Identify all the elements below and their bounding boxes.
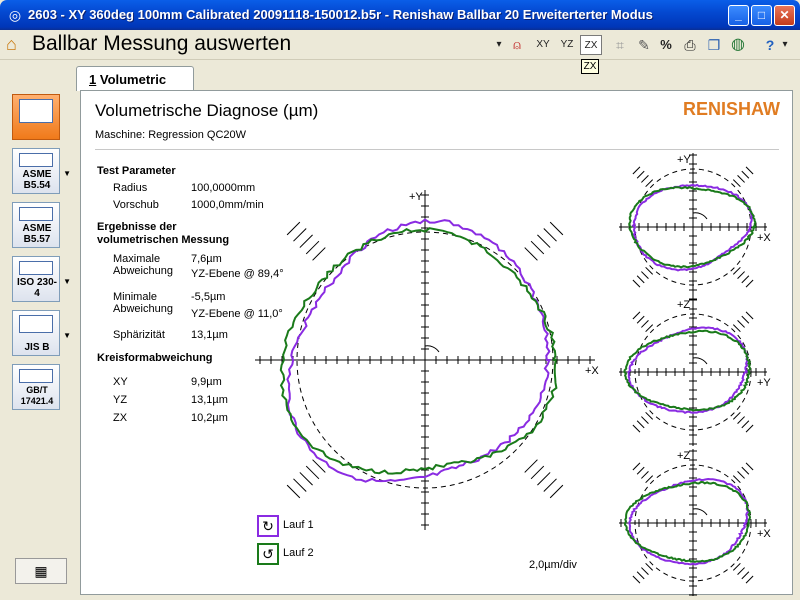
hatch-mark (641, 417, 648, 424)
hatch-mark (306, 466, 319, 479)
hatch-mark (550, 222, 563, 235)
hatch-mark (544, 479, 557, 492)
plane-zx-button[interactable]: ZX (580, 35, 602, 55)
hatch-mark (738, 568, 745, 575)
hatch-mark (746, 280, 753, 287)
sidebar-iso-230-4-button[interactable] (12, 256, 71, 302)
hatch-mark (637, 572, 644, 579)
tooltip: ZX (581, 59, 599, 74)
tab-volumetric[interactable] (76, 66, 194, 91)
chart-icon (19, 153, 53, 167)
hatch-mark (738, 272, 745, 279)
circularity-heading: Kreisformabweichung (97, 352, 213, 364)
hatch-mark (738, 175, 745, 182)
min-label-2: Abweichung (113, 303, 173, 315)
results-heading-1: Ergebnisse der (97, 221, 177, 233)
max-label-2: Abweichung (113, 265, 173, 277)
pen-icon[interactable]: ✎ (638, 37, 650, 53)
hatch-mark (537, 472, 550, 485)
sidebar-asme-b554-button[interactable] (12, 148, 71, 194)
tab-row (0, 60, 800, 90)
sidebar-item-label: ASME B5.54 (22, 169, 52, 191)
min-value: -5,5µm (191, 291, 226, 303)
hatch-mark (306, 241, 319, 254)
circ-yz-value: 13,1µm (191, 394, 228, 406)
hatch-mark (633, 576, 640, 583)
machine-name: Maschine: Regression QC20W (95, 129, 247, 141)
axis-label-vertical: +Y (409, 191, 423, 203)
hatch-mark (641, 471, 648, 478)
plane-yz-button[interactable]: YZ (560, 39, 574, 50)
hatch-mark (746, 425, 753, 432)
hatch-mark (742, 572, 749, 579)
axis-label-horizontal: +X (585, 365, 599, 377)
run1-label: Lauf 1 (283, 519, 314, 531)
hatch-mark (641, 175, 648, 182)
percent-icon[interactable]: % (660, 37, 672, 52)
report-title: Volumetrische Diagnose (µm) (95, 101, 319, 120)
circ-zx-value: 10,2µm (191, 412, 228, 424)
sidebar-asme-b557-button[interactable] (12, 202, 60, 248)
hatch-mark (300, 235, 313, 248)
grid-icon[interactable]: ⌗ (616, 37, 624, 53)
hatch-mark (742, 316, 749, 323)
run2-icon: ↺ (257, 543, 279, 565)
dropdown-arrow-icon[interactable]: ▼ (63, 331, 71, 340)
min-plane: YZ-Ebene @ 11,0° (191, 308, 283, 320)
hatch-mark (637, 171, 644, 178)
hatch-mark (531, 466, 544, 479)
hatch-mark (633, 167, 640, 174)
hatch-mark (742, 467, 749, 474)
help-dropdown-icon[interactable]: ▾ (782, 39, 788, 50)
sidebar-volumetric-button[interactable] (12, 94, 60, 140)
hatch-mark (293, 479, 306, 492)
hatch-mark (637, 316, 644, 323)
dropdown-arrow-icon[interactable]: ▼ (63, 169, 71, 178)
trace-run1 (287, 220, 549, 482)
hatch-mark (742, 276, 749, 283)
circ-xy-label: XY (113, 376, 128, 388)
minimize-button[interactable]: _ (728, 5, 749, 26)
copy-icon[interactable]: ❐ (707, 37, 721, 53)
axis-label-horizontal: +X (757, 528, 771, 540)
chart-icon (19, 261, 53, 275)
chart-icon (19, 207, 53, 221)
axis-label-vertical: +Z (677, 450, 691, 462)
print-icon[interactable]: ⎙ (684, 37, 696, 53)
axis-label-vertical: +Y (677, 154, 691, 166)
hatch-mark (637, 421, 644, 428)
hatch-mark (633, 280, 640, 287)
report-panel (80, 90, 793, 595)
hatch-mark (742, 171, 749, 178)
hatch-mark (742, 421, 749, 428)
hatch-mark (746, 463, 753, 470)
close-button[interactable]: ✕ (774, 5, 795, 26)
sidebar-item-label: ISO 230-4 (16, 277, 58, 299)
scale-label: 2,0µm/div (529, 559, 577, 571)
max-plane: YZ-Ebene @ 89,4° (191, 268, 284, 280)
hatch-mark (641, 272, 648, 279)
hatch-mark (544, 228, 557, 241)
chart-icon (19, 369, 53, 383)
circ-xy-value: 9,9µm (191, 376, 222, 388)
axis-label-horizontal: +Y (757, 377, 771, 389)
radius-value: 100,0000mm (191, 182, 256, 194)
window-title: 2603 - XY 360deg 100mm Calibrated 20091118-150012.b5r - Renishaw Ballbar 20 Erweiterterter Modus (28, 7, 653, 22)
hatch-mark (313, 248, 326, 261)
chart-icon (19, 99, 53, 123)
max-value: 7,6µm (191, 253, 222, 265)
hatch-mark (525, 460, 538, 473)
hatch-mark (641, 568, 648, 575)
sphericity-value: 13,1µm (191, 329, 228, 341)
chart-icon (19, 315, 53, 333)
hatch-mark (633, 463, 640, 470)
hatch-mark (300, 472, 313, 485)
feed-value: 1000,0mm/min (191, 199, 264, 211)
axis-label-horizontal: +X (757, 232, 771, 244)
hatch-mark (746, 312, 753, 319)
hatch-mark (633, 425, 640, 432)
sidebar-jis-b-button[interactable] (12, 310, 71, 356)
sidebar-gbt-button[interactable] (12, 364, 60, 410)
tab-number: 1 (89, 72, 97, 87)
hatch-mark (746, 576, 753, 583)
plane-xy-button[interactable]: XY (536, 39, 550, 50)
hatch-mark (738, 471, 745, 478)
hatch-mark (287, 485, 300, 498)
sidebar-item-label: JIS B (24, 342, 50, 353)
globe-icon[interactable]: ◍ (731, 36, 745, 53)
machine-icon[interactable]: ⍝ (513, 37, 521, 52)
hatch-mark (738, 417, 745, 424)
hatch-mark (287, 222, 300, 235)
axis-label-vertical: +Z (677, 299, 691, 311)
hatch-mark (633, 312, 640, 319)
page-title: Ballbar Messung auswerten (32, 32, 292, 55)
hatch-mark (531, 241, 544, 254)
sidebar-item-label: ASME B5.57 (22, 223, 52, 245)
sidebar-item-label: GB/T 17421.4 (20, 385, 54, 406)
hatch-mark (738, 320, 745, 327)
sidebar (0, 90, 78, 600)
test-params-heading: Test Parameter (97, 165, 176, 177)
home-icon[interactable]: ⌂ (6, 34, 17, 54)
renishaw-logo: RENISHAW (682, 99, 780, 119)
run2-label: Lauf 2 (283, 547, 314, 559)
hatch-mark (550, 485, 563, 498)
dropdown-arrow-icon[interactable]: ▼ (63, 277, 71, 286)
feed-label: Vorschub (113, 199, 159, 211)
results-heading-2: volumetrischen Messung (97, 234, 230, 246)
hatch-mark (637, 276, 644, 283)
hatch-mark (746, 167, 753, 174)
title-bar (0, 0, 800, 30)
circ-zx-label: ZX (113, 412, 128, 424)
hatch-mark (637, 467, 644, 474)
dropdown-arrow-icon[interactable]: ▾ (496, 39, 502, 50)
maximize-button[interactable]: □ (751, 5, 772, 26)
app-icon: ◎ (8, 7, 22, 23)
hatch-mark (525, 248, 538, 261)
hatch-mark (641, 320, 648, 327)
help-icon[interactable]: ? (765, 37, 775, 53)
circ-yz-label: YZ (113, 394, 128, 406)
polar-plots (81, 91, 794, 596)
hatch-mark (537, 235, 550, 248)
radius-label: Radius (113, 182, 148, 194)
max-label-1: Maximale (113, 253, 161, 265)
hatch-mark (293, 228, 306, 241)
toolbar (0, 30, 800, 60)
sphericity-label: Sphärizität (113, 329, 165, 341)
min-label-1: Minimale (113, 291, 158, 303)
table-view-icon[interactable]: ▦ (15, 558, 67, 584)
run1-icon: ↻ (257, 515, 279, 537)
tab-label: Volumetric (99, 72, 167, 87)
